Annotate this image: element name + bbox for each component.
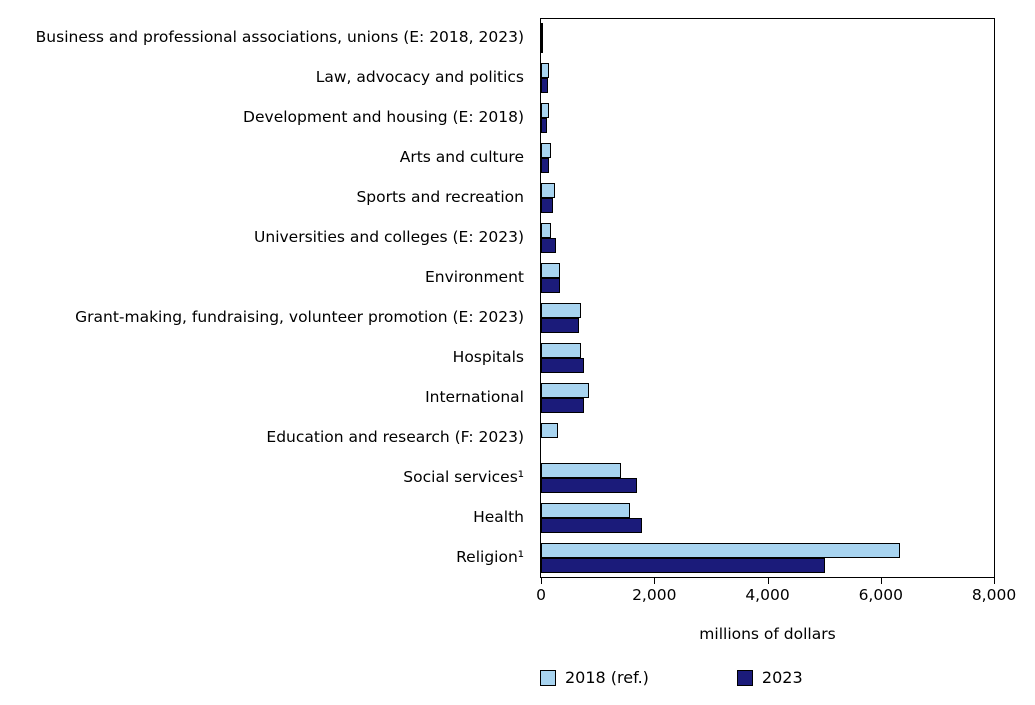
x-tick-mark [768, 578, 769, 584]
bar [541, 78, 548, 93]
bar [541, 343, 581, 358]
bar [541, 23, 543, 38]
x-tick-label: 2,000 [632, 586, 677, 604]
category-label: Social services¹ [403, 468, 524, 486]
x-tick-label: 6,000 [858, 586, 903, 604]
bar [541, 303, 581, 318]
category-label: Religion¹ [456, 548, 524, 566]
bar [541, 383, 589, 398]
bar [541, 223, 551, 238]
bar [541, 503, 630, 518]
bar [541, 398, 584, 413]
category-label: Arts and culture [399, 148, 524, 166]
bar [541, 278, 560, 293]
x-tick-label: 8,000 [971, 586, 1017, 604]
bar [541, 158, 549, 173]
bar [541, 358, 584, 373]
category-label: Hospitals [452, 348, 524, 366]
category-label: Business and professional associations, unions (E: 2018, 2023) [35, 28, 524, 46]
bar [541, 118, 547, 133]
legend-label-2018: 2018 (ref.) [565, 668, 649, 687]
bar [541, 518, 642, 533]
legend-label-2023: 2023 [761, 668, 803, 687]
category-label: Law, advocacy and politics [315, 68, 524, 86]
legend-swatch-2023 [737, 670, 753, 686]
bar [541, 183, 555, 198]
bar [541, 63, 549, 78]
bar [541, 38, 543, 53]
bar [541, 463, 621, 478]
bar [541, 478, 637, 493]
chart-legend [540, 668, 900, 687]
bar [541, 318, 579, 333]
category-axis-labels [0, 18, 534, 578]
bar [541, 143, 551, 158]
legend-item-2023 [737, 668, 803, 687]
category-label: Health [473, 508, 524, 526]
category-label: Sports and recreation [356, 188, 524, 206]
category-label: Development and housing (E: 2018) [243, 108, 524, 126]
category-label: Environment [425, 268, 524, 286]
x-tick-mark [881, 578, 882, 584]
x-axis-title: millions of dollars [699, 625, 836, 643]
bar [541, 103, 549, 118]
legend-swatch-2018 [540, 670, 556, 686]
bar [541, 198, 553, 213]
category-label: Education and research (F: 2023) [266, 428, 524, 446]
x-tick-mark [994, 578, 995, 584]
bars-container [540, 18, 995, 578]
x-tick-mark [654, 578, 655, 584]
bar [541, 543, 900, 558]
x-tick-label: 0 [536, 586, 546, 604]
x-tick-label: 4,000 [745, 586, 790, 604]
legend-item-2018 [540, 668, 649, 687]
x-axis-ticks [536, 578, 1017, 608]
category-label: Grant-making, fundraising, volunteer promotion (E: 2023) [75, 308, 524, 326]
bar [541, 423, 558, 438]
category-label: International [425, 388, 524, 406]
bar [541, 558, 825, 573]
x-tick-mark [541, 578, 542, 584]
category-label: Universities and colleges (E: 2023) [254, 228, 524, 246]
bar [541, 238, 556, 253]
bar [541, 263, 560, 278]
